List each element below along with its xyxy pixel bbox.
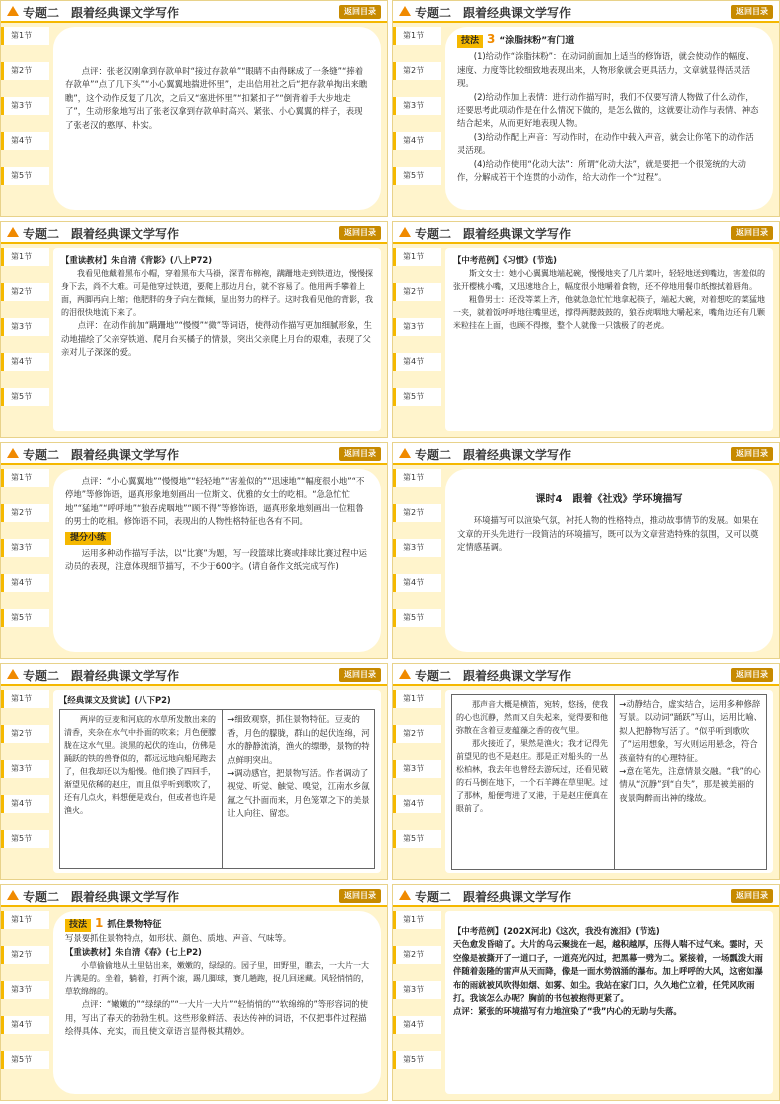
nav-item-3[interactable]: 第3节 (1, 97, 49, 115)
triangle-icon (7, 448, 19, 458)
back-to-contents-button[interactable]: 返回目录 (339, 447, 381, 461)
nav-item-4[interactable]: 第4节 (1, 1016, 49, 1034)
slide-3 (0, 221, 388, 438)
nav-item-5[interactable]: 第5节 (393, 167, 441, 185)
back-to-contents-button[interactable]: 返回目录 (339, 668, 381, 682)
content-card (53, 469, 381, 652)
nav-item-5[interactable]: 第5节 (1, 830, 49, 848)
section-nav (1, 248, 49, 423)
nav-item-4[interactable]: 第4节 (1, 353, 49, 371)
slide-2 (392, 0, 780, 217)
nav-item-4[interactable]: 第4节 (1, 132, 49, 150)
section-title: 专题二 跟着经典课文学写作 (415, 890, 572, 904)
nav-item-1[interactable]: 第1节 (1, 248, 49, 266)
excerpt-paragraph-2: 粗鲁男士：还没等菜上齐，他就急急忙忙地拿起筷子，端起大碗，对着想吃的菜猛地一夹，就着饭呼呼地往嘴里送，撑得两腮鼓鼓的，狼吞虎咽地大嚼起来，嘴角边还有几颗米粒挂在上面，也顾不得擦，整个人就像一只饿极了的老虎。 (453, 295, 765, 331)
nav-item-4[interactable]: 第4节 (393, 795, 441, 813)
back-to-contents-button[interactable]: 返回目录 (731, 226, 773, 240)
nav-item-3[interactable]: 第3节 (393, 539, 441, 557)
triangle-icon (399, 890, 411, 900)
lesson-title: 课时4 跟着《社戏》学环境描写 (535, 494, 683, 505)
nav-item-2[interactable]: 第2节 (393, 62, 441, 80)
section-title: 专题二 跟着经典课文学写作 (23, 6, 180, 20)
nav-item-5[interactable]: 第5节 (393, 388, 441, 406)
triangle-icon (399, 669, 411, 679)
slide-header (393, 443, 779, 465)
content-card (53, 248, 381, 431)
technique-heading (65, 917, 369, 932)
back-to-contents-button[interactable]: 返回目录 (339, 226, 381, 240)
practice-badge: 提分小练 (65, 532, 111, 545)
source-label: 【重读教材】朱自清《背影》(八上P72) (61, 255, 213, 265)
paragraph-3: (3)给动作配上声音：写动作时，在动作中载入声音，就会让你笔下的动作活灵活现。 (457, 131, 754, 156)
slide-1 (0, 0, 388, 217)
nav-item-4[interactable]: 第4节 (393, 132, 441, 150)
back-to-contents-button[interactable]: 返回目录 (731, 447, 773, 461)
slide-9 (0, 884, 388, 1101)
technique-tag: 技法 (457, 35, 483, 48)
nav-item-1[interactable]: 第1节 (1, 27, 49, 45)
slide-6 (392, 442, 780, 659)
nav-item-2[interactable]: 第2节 (393, 283, 441, 301)
content-card (445, 469, 773, 652)
nav-item-4[interactable]: 第4节 (393, 574, 441, 592)
section-nav (393, 911, 441, 1086)
triangle-icon (7, 227, 19, 237)
excerpt-paragraph-2: 那火接近了，果然是渔火；我才记得先前望见的也不是赵庄。那是正对船头的一丛松柏林，我去年也曾经去游玩过，还看见破的石马倒在地下，一个石羊蹲在草里呢。过了那林，船便弯进了叉港，于是赵庄便真在眼前了。 (456, 739, 608, 813)
nav-item-5[interactable]: 第5节 (1, 167, 49, 185)
nav-item-5[interactable]: 第5节 (1, 609, 49, 627)
analysis-1: →动静结合，虚实结合，运用多种修辞写景。以动词“踊跃”写山，运用比喻、拟人把静物写活了。“似乎听到歌吹了”运用想象，写火则运用悬念，符合孩童特有的心理特征。 (619, 699, 762, 763)
nav-item-3[interactable]: 第3节 (1, 539, 49, 557)
nav-item-1[interactable]: 第1节 (1, 690, 49, 708)
section-title: 专题二 跟着经典课文学写作 (415, 227, 572, 241)
nav-item-4[interactable]: 第4节 (1, 574, 49, 592)
section-title: 专题二 跟着经典课文学写作 (23, 448, 180, 462)
section-nav (393, 469, 441, 644)
section-title: 专题二 跟着经典课文学写作 (415, 6, 572, 20)
nav-item-2[interactable]: 第2节 (1, 946, 49, 964)
nav-item-2[interactable]: 第2节 (393, 725, 441, 743)
nav-item-5[interactable]: 第5节 (393, 1051, 441, 1069)
excerpt-text: 我看见他戴着黑布小帽，穿着黑布大马褂，深青布棉袍，蹒跚地走到铁道边，慢慢探身下去，尚不大难。可是他穿过铁道，要爬上那边月台，就不容易了。他用两手攀着上面，两脚再向上缩；他肥胖的身子向左微倾，显出努力的样子。这时我看见他的背影，我的泪很快地流下来了。 (61, 269, 373, 318)
analysis-column (615, 695, 766, 869)
paragraph-2: (2)给动作加上表情：进行动作描写时，我们不仅要写清人物做了什么动作，还要思考此项动作是在什么情况下做的，是怎么做的，这就要让动作与表情、神态结合起来，从而更好地表现人物。 (457, 91, 759, 129)
content-card (53, 911, 381, 1094)
slide-10 (392, 884, 780, 1101)
back-to-contents-button[interactable]: 返回目录 (339, 889, 381, 903)
lesson-intro: 环境描写可以渲染气氛，衬托人物的性格特点，推动故事情节的发展。如果在文章的开头先进行一段简洁的环境描写，既可以为文章营造特殊的氛围，又可以奠定情感基调。 (457, 515, 759, 553)
technique-intro: 写景要抓住景物特点，如形状、颜色、质地、声音、气味等。 (65, 933, 292, 944)
technique-heading (457, 33, 761, 48)
nav-item-5[interactable]: 第5节 (393, 609, 441, 627)
nav-item-4[interactable]: 第4节 (393, 1016, 441, 1034)
excerpt-column (60, 710, 223, 868)
comment-text: 点评：“嫩嫩的”“绿绿的”“一大片一大片”“轻悄悄的”“软绵绵的”等形容词的使用，写出了春天的勃勃生机。这些形象鲜活、表达传神的词语，不仅把事件过程描绘得具体、充实，而且使文章语言显得极其精妙。 (65, 999, 369, 1037)
slide-header (393, 885, 779, 907)
slide-header (1, 885, 387, 907)
technique-title: “涂脂抹粉”有门道 (499, 36, 575, 46)
slide-header (393, 222, 779, 244)
technique-tag: 技法 (65, 919, 91, 932)
nav-item-2[interactable]: 第2节 (1, 62, 49, 80)
back-to-contents-button[interactable]: 返回目录 (731, 5, 773, 19)
technique-title: 抓住景物特征 (107, 920, 162, 930)
excerpt-text: 两岸的豆麦和河底的水草所发散出来的清香，夹杂在水气中扑面的吹来；月色便朦胧在这水气里。淡黑的起伏的连山，仿佛是踊跃的铁的兽脊似的，都远远地向船尾跑去了，但我却还以为船慢。他们换了四回手，渐望见依稀的赵庄，而且似乎听到歌吹了，还有几点火，料想便是戏台，但或者也许是渔火。 (64, 715, 216, 816)
analysis-1: →细致观察，抓住景物特征。豆麦的香，月色的朦胧，群山的起伏连绵，河水的静静流淌，渔火的缥缈，景物的特点鲜明突出。 (227, 714, 370, 765)
comment-text: 点评：“小心翼翼地”“慢慢地”“轻轻地”“害羞似的”“迅速地”“幅度很小地”“不停地”等修饰语，逼真形象地刻画出一位斯文、优雅的女士的吃相。“急急忙忙地”“猛地”“呼呼地”“狼吞虎咽地”“顾不得”等修饰语，逼真形象地刻画出一位粗鲁的男士的吃相。修饰语不同，表现出的人物性格特征也各有不同。 (65, 476, 365, 527)
section-nav (393, 690, 441, 865)
nav-item-2[interactable]: 第2节 (1, 283, 49, 301)
section-title: 专题二 跟着经典课文学写作 (415, 448, 572, 462)
content-card (53, 690, 381, 873)
back-to-contents-button[interactable]: 返回目录 (339, 5, 381, 19)
slide-header (1, 443, 387, 465)
nav-item-2[interactable]: 第2节 (1, 725, 49, 743)
content-card (445, 27, 773, 210)
excerpt-text: 小草偷偷地从土里钻出来，嫩嫩的，绿绿的。园子里，田野里，瞧去，一大片一大片满是的。坐着，躺着，打两个滚，踢几脚球，赛几趟跑，捉几回迷藏。风轻悄悄的，草软绵绵的。 (65, 961, 369, 997)
slide-header (1, 664, 387, 686)
nav-item-1[interactable]: 第1节 (393, 911, 441, 929)
nav-item-5[interactable]: 第5节 (1, 388, 49, 406)
section-nav (1, 911, 49, 1086)
nav-item-3[interactable]: 第3节 (1, 760, 49, 778)
nav-item-3[interactable]: 第3节 (393, 97, 441, 115)
nav-item-1[interactable]: 第1节 (393, 248, 441, 266)
excerpt-text: 天色愈发昏暗了。大片的乌云聚拢在一起，越积越厚，压得人喘不过气来。霎时，天空像是被撕开了一道口子，一道亮光闪过，把黑幕一劈为二。紧接着，一场瓢泼大雨伴随着轰隆的雷声从天而降，像是一面水势汹涌的瀑布。加上呼呼的大风，这密如瀑布的雨就被风吹得如烟、如雾、如尘。我站在家门口，久久地伫立着，任凭风吹雨打。我该怎么办呢？胸前的书包被抱得更紧了。 (453, 939, 763, 1004)
nav-item-2[interactable]: 第2节 (393, 504, 441, 522)
nav-item-1[interactable]: 第1节 (1, 911, 49, 929)
back-to-contents-button[interactable]: 返回目录 (731, 668, 773, 682)
slide-7 (0, 663, 388, 880)
practice-heading (65, 531, 369, 545)
section-title: 专题二 跟着经典课文学写作 (415, 669, 572, 683)
nav-item-5[interactable]: 第5节 (393, 830, 441, 848)
section-title: 专题二 跟着经典课文学写作 (23, 227, 180, 241)
paragraph-1: (1)给动作“涂脂抹粉”：在动词前面加上适当的修饰语，就会使动作的幅度、速度、力度等比较细致地表现出来，人物形象就会更具活力，文章就显得活灵活现。 (457, 51, 754, 89)
reading-table (59, 709, 375, 869)
triangle-icon (7, 669, 19, 679)
reading-table (451, 694, 767, 870)
technique-number: 1 (95, 916, 104, 930)
source-label: 【经典课文及赏读】(八下P2) (59, 695, 171, 705)
section-nav (393, 248, 441, 423)
nav-item-3[interactable]: 第3节 (393, 760, 441, 778)
source-label: 【重读教材】朱自清《春》(七上P2) (65, 946, 202, 957)
triangle-icon (399, 6, 411, 16)
excerpt-column (452, 695, 615, 869)
slide-5 (0, 442, 388, 659)
excerpt-paragraph-1: 那声音大概是横笛，宛转，悠扬，使我的心也沉静，然而又自失起来，觉得要和他弥散在含着豆麦蕴藻之香的夜气里。 (456, 700, 608, 735)
nav-item-3[interactable]: 第3节 (393, 318, 441, 336)
section-nav (1, 469, 49, 644)
analysis-column (223, 710, 374, 868)
nav-item-2[interactable]: 第2节 (1, 504, 49, 522)
nav-item-1[interactable]: 第1节 (393, 690, 441, 708)
section-nav (1, 27, 49, 202)
triangle-icon (399, 448, 411, 458)
excerpt-paragraph-1: 斯文女士：她小心翼翼地端起碗，慢慢地夹了几片菜叶，轻轻地送到嘴边，害羞似的张开樱桃小嘴，又迅速地合上，幅度很小地嚼着食物，还不停地用餐巾纸擦拭着唇角。 (453, 269, 765, 292)
content-card (445, 690, 773, 873)
nav-item-1[interactable]: 第1节 (1, 469, 49, 487)
back-to-contents-button[interactable]: 返回目录 (731, 889, 773, 903)
analysis-2: →意在笔先，注意情景交融。“我”的心情从“沉静”到“自失”，那是被美丽的夜景陶醉而出神的缘故。 (619, 766, 761, 803)
nav-item-1[interactable]: 第1节 (393, 469, 441, 487)
section-title: 专题二 跟着经典课文学写作 (23, 669, 180, 683)
slide-header (1, 1, 387, 23)
technique-number: 3 (487, 32, 496, 46)
nav-item-5[interactable]: 第5节 (1, 1051, 49, 1069)
nav-item-4[interactable]: 第4节 (1, 795, 49, 813)
slide-header (393, 664, 779, 686)
comment-text: 点评：紧张的环境描写有力地渲染了“我”内心的无助与失落。 (453, 1006, 682, 1017)
slide-8 (392, 663, 780, 880)
slide-header (1, 222, 387, 244)
triangle-icon (7, 890, 19, 900)
nav-item-3[interactable]: 第3节 (1, 981, 49, 999)
section-nav (1, 690, 49, 865)
nav-item-4[interactable]: 第4节 (393, 353, 441, 371)
slide-header (393, 1, 779, 23)
content-card (445, 248, 773, 431)
nav-item-2[interactable]: 第2节 (393, 946, 441, 964)
comment-text: 点评：张老汉刚拿到存款单时“接过存款单”“眼睛不由得眯成了一条缝”“捧着存款单”“点了几下头”“小心翼翼地揣进怀里”，走出信用社之后“把存款单掏出来瞧瞧”，这个动作反复了几次，之后又“塞进怀里”“扣紧扣子”“倒背着手大步地走了”，生动形象地写出了张老汉拿到存款单时高兴、紧张、小心翼翼的样子，表现了张老汉的憨厚、朴实。 (65, 66, 368, 130)
triangle-icon (399, 227, 411, 237)
practice-text: 运用多种动作描写手法，以“比赛”为题，写一段篮球比赛或排球比赛过程中运动员的表现，注意体现细节描写，不少于600字。(请自备作文纸完成写作) (65, 548, 367, 572)
nav-item-1[interactable]: 第1节 (393, 27, 441, 45)
nav-item-3[interactable]: 第3节 (393, 981, 441, 999)
analysis-2: →调动感官，把景物写活。作者调动了视觉、听觉、触觉、嗅觉，江南水乡氤氲之气扑面而来，月色笼罩之下的美景让人向往、留恋。 (227, 768, 370, 819)
content-card (445, 911, 773, 1094)
section-nav (393, 27, 441, 202)
content-card (53, 27, 381, 210)
source-label: 【中考范例】《习惯》(节选) (453, 255, 557, 265)
comment-text: 点评：在动作前加“蹒跚地”“慢慢”“微”等词语，使得动作描写更加细腻形象，生动地描绘了父亲穿铁道、爬月台买橘子的情景，突出父亲爬上月台的艰难，表现了父亲对儿子深深的爱。 (61, 320, 372, 358)
triangle-icon (7, 6, 19, 16)
slide-4 (392, 221, 780, 438)
nav-item-3[interactable]: 第3节 (1, 318, 49, 336)
source-label: 【中考范例】(202X河北)《这次，我没有流泪》(节选) (453, 926, 660, 936)
paragraph-4: (4)给动作使用“化动大法”：所谓“化动大法”，就是要把一个很笼统的大动作，分解成若干个连贯的小动作，给大动作一个“过程”。 (457, 158, 746, 183)
section-title: 专题二 跟着经典课文学写作 (23, 890, 180, 904)
